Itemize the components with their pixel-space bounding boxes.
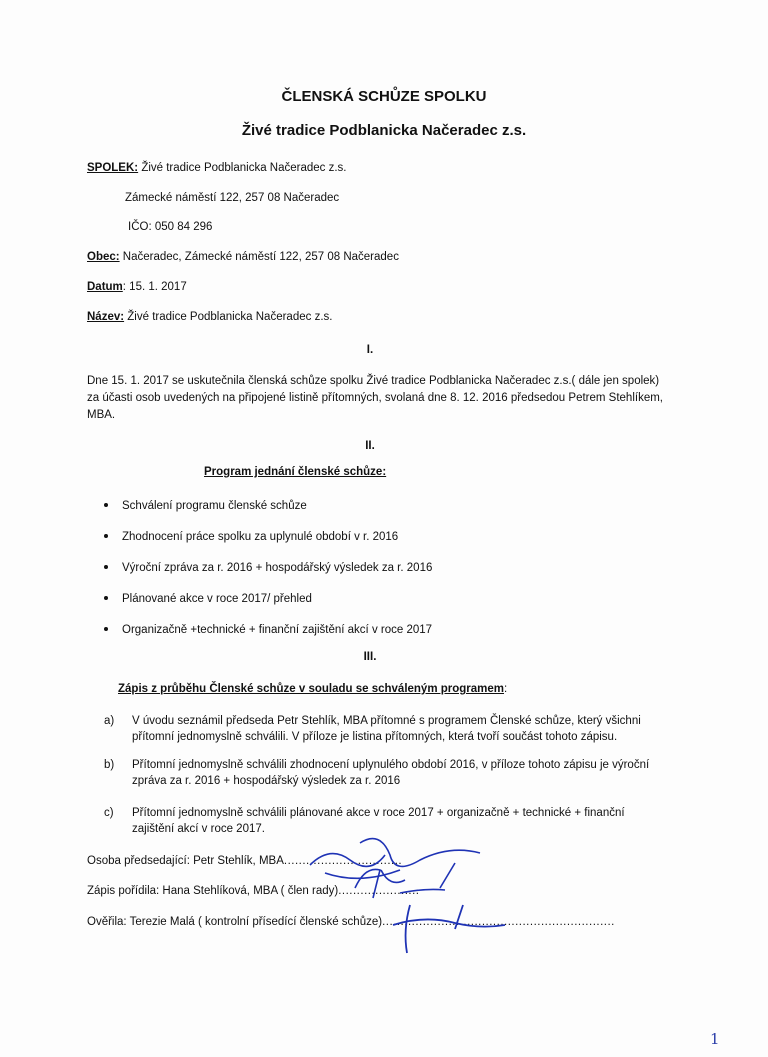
spolek-label: SPOLEK: — [87, 162, 139, 174]
program-item — [104, 624, 432, 636]
program-item-text: Organizačně +technické + finanční zajištění akcí v roce 2017 — [122, 624, 433, 636]
record-heading — [118, 683, 507, 695]
signature-dots: ...................... — [338, 885, 420, 897]
record-item-letter: a) — [104, 715, 115, 727]
spolek-line — [87, 162, 347, 174]
program-item — [104, 593, 312, 605]
program-heading — [204, 466, 386, 478]
program-item-text: Zhodnocení práce spolku za uplynulé období v r. 2016 — [122, 531, 399, 543]
section-3-numeral: III. — [363, 651, 377, 663]
record-item — [104, 713, 664, 745]
ico-line: IČO: 050 84 296 — [128, 221, 213, 233]
signature-dots: ................................ — [283, 855, 403, 867]
program-item — [104, 562, 432, 574]
document-title: ČLENSKÁ SCHŮZE SPOLKU — [281, 88, 487, 105]
program-item-text: Plánované akce v roce 2017/ přehled — [122, 593, 312, 605]
record-item-text: Přítomní jednomyslně schválili zhodnocení uplynulého období 2016, v příloze tohoto zápisu je výroční zpráva za r. 2016 + hospodářský výsledek za r. 2016 — [132, 759, 650, 787]
obec-value: Načeradec, Zámecké náměstí 122, 257 08 Načeradec — [119, 251, 399, 263]
bullet-icon — [104, 627, 108, 631]
spolek-value: Živé tradice Podblanicka Načeradec z.s. — [138, 162, 347, 174]
nazev-value: Živé tradice Podblanicka Načeradec z.s. — [124, 311, 333, 323]
record-item-text: Přítomní jednomyslně schválili plánované akce v roce 2017 + organizačně + technické + finanční zajištění akcí v roce 2017. — [132, 807, 625, 835]
nazev-label: Název: — [87, 311, 125, 323]
bullet-icon — [104, 565, 108, 569]
record-item-letter: c) — [104, 807, 114, 819]
program-item-text: Schválení programu členské schůze — [122, 500, 307, 512]
section-2-numeral: II. — [365, 440, 375, 452]
record-heading-text: Zápis z průběhu Členské schůze v souladu se schváleným programem — [118, 683, 505, 695]
record-heading-suffix: : — [504, 683, 508, 695]
obec-line — [87, 251, 399, 263]
section-1-text: Dne 15. 1. 2017 se uskutečnila členská schůze spolku Živé tradice Podblanicka Načeradec z.s.( dále jen spolek) za účasti osob uvedených na připojené listině přítomných, svolaná dne 8. 12. 2016 předsedou Petrem Stehlíkem, MBA. — [87, 375, 663, 421]
datum-value: : 15. 1. 2017 — [122, 281, 187, 293]
signature-verifier-image — [385, 895, 515, 960]
program-item — [104, 531, 398, 543]
signature-label: Ověřila: Terezie Malá ( kontrolní přísedící členské schůze) — [87, 916, 383, 928]
record-item — [104, 757, 664, 789]
program-item — [104, 500, 307, 512]
signature-label: Zápis pořídila: Hana Stehlíková, MBA ( člen rady) — [87, 885, 339, 897]
signature-label: Osoba předsedající: Petr Stehlík, MBA — [87, 855, 284, 867]
program-heading-text: Program jednání členské schůze: — [204, 466, 387, 478]
signature-dots: ............................................................... — [382, 916, 615, 928]
record-item-letter: b) — [104, 759, 115, 771]
signature-line-verifier — [87, 916, 615, 928]
obec-label: Obec: — [87, 251, 120, 263]
document-subtitle: Živé tradice Podblanicka Načeradec z.s. — [241, 122, 527, 139]
datum-label: Datum — [87, 281, 123, 293]
bullet-icon — [104, 596, 108, 600]
program-item-text: Výroční zpráva za r. 2016 + hospodářský výsledek za r. 2016 — [122, 562, 433, 574]
record-item-text: V úvodu seznámil předseda Petr Stehlík, MBA přítomné s programem Členské schůze, který všichni přítomní jednomyslně schválili. V příloze je listina přítomných, která tvoří součást tohoto zápisu. — [132, 715, 641, 743]
datum-line — [87, 281, 187, 293]
section-1-numeral: I. — [366, 344, 374, 356]
page-number: 1 — [710, 1030, 720, 1048]
nazev-line — [87, 311, 332, 323]
bullet-icon — [104, 534, 108, 538]
address-line: Zámecké náměstí 122, 257 08 Načeradec — [125, 192, 340, 204]
bullet-icon — [104, 503, 108, 507]
